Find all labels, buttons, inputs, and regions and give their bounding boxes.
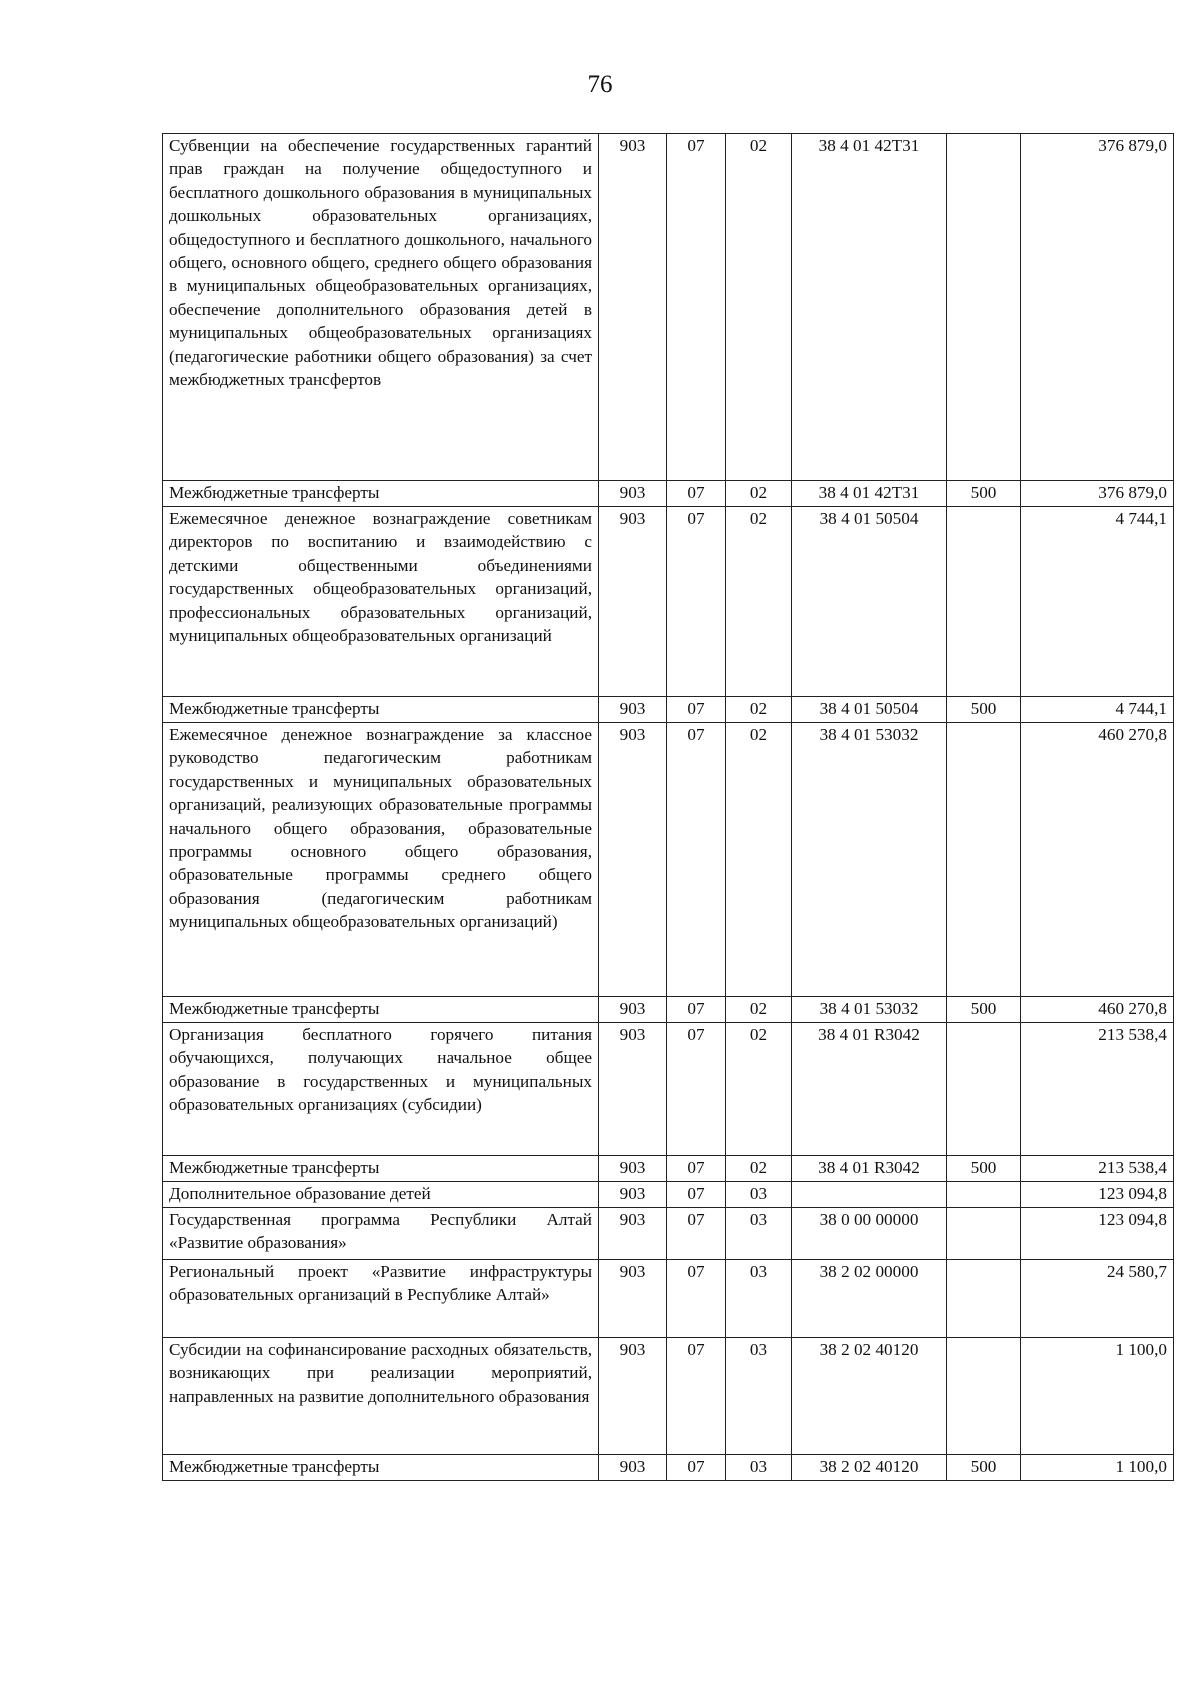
table-row — [163, 723, 1174, 997]
table-row — [163, 1338, 1174, 1455]
row-name: Межбюджетные трансферты — [163, 997, 599, 1023]
target-article-code — [792, 1182, 947, 1208]
section-code: 07 — [667, 997, 726, 1023]
section-code: 07 — [667, 1455, 726, 1481]
row-name: Субвенции на обеспечение государственных гарантий прав граждан на получение общедоступного и бесплатного дошкольного образования в муниципальных дошкольных образовательных организациях, общедоступного и бесплатного дошкольного, начального общего, основного общего, среднего общего образования в муниципальных общеобразовательных организациях, обеспечение дополнительного образования детей в муниципальных общеобразовательных организациях (педагогические работники общего образования) за счет межбюджетных трансфертов — [163, 134, 599, 481]
amount: 4 744,1 — [1021, 507, 1174, 697]
amount: 213 538,4 — [1021, 1023, 1174, 1156]
amount: 213 538,4 — [1021, 1156, 1174, 1182]
table-row — [163, 697, 1174, 723]
target-article-code: 38 4 01 42Т31 — [792, 481, 947, 507]
grbs-code: 903 — [599, 507, 667, 697]
table-row — [163, 1455, 1174, 1481]
row-name: Ежемесячное денежное вознаграждение советникам директоров по воспитанию и взаимодействию с детскими общественными объединениями государственных общеобразовательных организаций, профессиональных образовательных организаций, муниципальных общеобразовательных организаций — [163, 507, 599, 697]
expense-type-code: 500 — [947, 997, 1021, 1023]
target-article-code: 38 0 00 00000 — [792, 1208, 947, 1260]
amount: 460 270,8 — [1021, 723, 1174, 997]
amount: 376 879,0 — [1021, 134, 1174, 481]
row-name: Государственная программа Республики Алтай «Развитие образования» — [163, 1208, 599, 1260]
table-row — [163, 997, 1174, 1023]
subsection-code: 03 — [726, 1260, 792, 1338]
section-code: 07 — [667, 697, 726, 723]
section-code: 07 — [667, 1260, 726, 1338]
expense-type-code — [947, 1182, 1021, 1208]
row-name: Межбюджетные трансферты — [163, 1156, 599, 1182]
table-row — [163, 507, 1174, 697]
amount: 1 100,0 — [1021, 1455, 1174, 1481]
subsection-code: 02 — [726, 723, 792, 997]
subsection-code: 02 — [726, 481, 792, 507]
amount: 376 879,0 — [1021, 481, 1174, 507]
subsection-code: 02 — [726, 1156, 792, 1182]
table-row — [163, 1156, 1174, 1182]
grbs-code: 903 — [599, 1208, 667, 1260]
subsection-code: 03 — [726, 1208, 792, 1260]
subsection-code: 02 — [726, 1023, 792, 1156]
expense-type-code — [947, 1023, 1021, 1156]
row-name: Субсидии на софинансирование расходных обязательств, возникающих при реализации мероприятий, направленных на развитие дополнительного образования — [163, 1338, 599, 1455]
table-row — [163, 1023, 1174, 1156]
target-article-code: 38 4 01 R3042 — [792, 1156, 947, 1182]
target-article-code: 38 2 02 40120 — [792, 1338, 947, 1455]
amount: 24 580,7 — [1021, 1260, 1174, 1338]
expense-type-code — [947, 723, 1021, 997]
target-article-code: 38 4 01 53032 — [792, 723, 947, 997]
grbs-code: 903 — [599, 481, 667, 507]
section-code: 07 — [667, 507, 726, 697]
row-name: Межбюджетные трансферты — [163, 481, 599, 507]
subsection-code: 03 — [726, 1338, 792, 1455]
section-code: 07 — [667, 723, 726, 997]
section-code: 07 — [667, 1156, 726, 1182]
grbs-code: 903 — [599, 134, 667, 481]
subsection-code: 03 — [726, 1455, 792, 1481]
grbs-code: 903 — [599, 1338, 667, 1455]
grbs-code: 903 — [599, 1260, 667, 1338]
table-row — [163, 1208, 1174, 1260]
section-code: 07 — [667, 134, 726, 481]
table-body — [163, 134, 1174, 1481]
amount: 123 094,8 — [1021, 1182, 1174, 1208]
amount: 123 094,8 — [1021, 1208, 1174, 1260]
amount: 1 100,0 — [1021, 1338, 1174, 1455]
row-name: Региональный проект «Развитие инфраструктуры образовательных организаций в Республике Алтай» — [163, 1260, 599, 1338]
subsection-code: 02 — [726, 507, 792, 697]
target-article-code: 38 4 01 R3042 — [792, 1023, 947, 1156]
table-row — [163, 1182, 1174, 1208]
expense-type-code: 500 — [947, 697, 1021, 723]
grbs-code: 903 — [599, 1182, 667, 1208]
amount: 460 270,8 — [1021, 997, 1174, 1023]
page-number: 76 — [587, 71, 613, 98]
table-row — [163, 134, 1174, 481]
expense-type-code: 500 — [947, 1156, 1021, 1182]
grbs-code: 903 — [599, 1455, 667, 1481]
expense-type-code: 500 — [947, 481, 1021, 507]
table-row — [163, 1260, 1174, 1338]
expense-type-code — [947, 507, 1021, 697]
section-code: 07 — [667, 1208, 726, 1260]
expense-type-code — [947, 1260, 1021, 1338]
target-article-code: 38 2 02 40120 — [792, 1455, 947, 1481]
grbs-code: 903 — [599, 997, 667, 1023]
budget-table — [162, 133, 1174, 1481]
row-name: Межбюджетные трансферты — [163, 1455, 599, 1481]
expense-type-code — [947, 1208, 1021, 1260]
subsection-code: 02 — [726, 697, 792, 723]
expense-type-code — [947, 134, 1021, 481]
row-name: Дополнительное образование детей — [163, 1182, 599, 1208]
subsection-code: 02 — [726, 134, 792, 481]
expense-type-code: 500 — [947, 1455, 1021, 1481]
grbs-code: 903 — [599, 723, 667, 997]
section-code: 07 — [667, 1182, 726, 1208]
table-row — [163, 481, 1174, 507]
target-article-code: 38 4 01 53032 — [792, 997, 947, 1023]
section-code: 07 — [667, 1338, 726, 1455]
expense-type-code — [947, 1338, 1021, 1455]
grbs-code: 903 — [599, 697, 667, 723]
section-code: 07 — [667, 1023, 726, 1156]
amount: 4 744,1 — [1021, 697, 1174, 723]
row-name: Межбюджетные трансферты — [163, 697, 599, 723]
target-article-code: 38 4 01 50504 — [792, 697, 947, 723]
section-code: 07 — [667, 481, 726, 507]
target-article-code: 38 4 01 42Т31 — [792, 134, 947, 481]
target-article-code: 38 2 02 00000 — [792, 1260, 947, 1338]
row-name: Организация бесплатного горячего питания обучающихся, получающих начальное общее образование в государственных и муниципальных образовательных организациях (субсидии) — [163, 1023, 599, 1156]
grbs-code: 903 — [599, 1156, 667, 1182]
subsection-code: 03 — [726, 1182, 792, 1208]
row-name: Ежемесячное денежное вознаграждение за классное руководство педагогическим работникам государственных и муниципальных образовательных организаций, реализующих образовательные программы начального общего образования, образовательные программы основного общего образования, образовательные программы среднего общего образования (педагогическим работникам муниципальных общеобразовательных организаций) — [163, 723, 599, 997]
target-article-code: 38 4 01 50504 — [792, 507, 947, 697]
subsection-code: 02 — [726, 997, 792, 1023]
grbs-code: 903 — [599, 1023, 667, 1156]
